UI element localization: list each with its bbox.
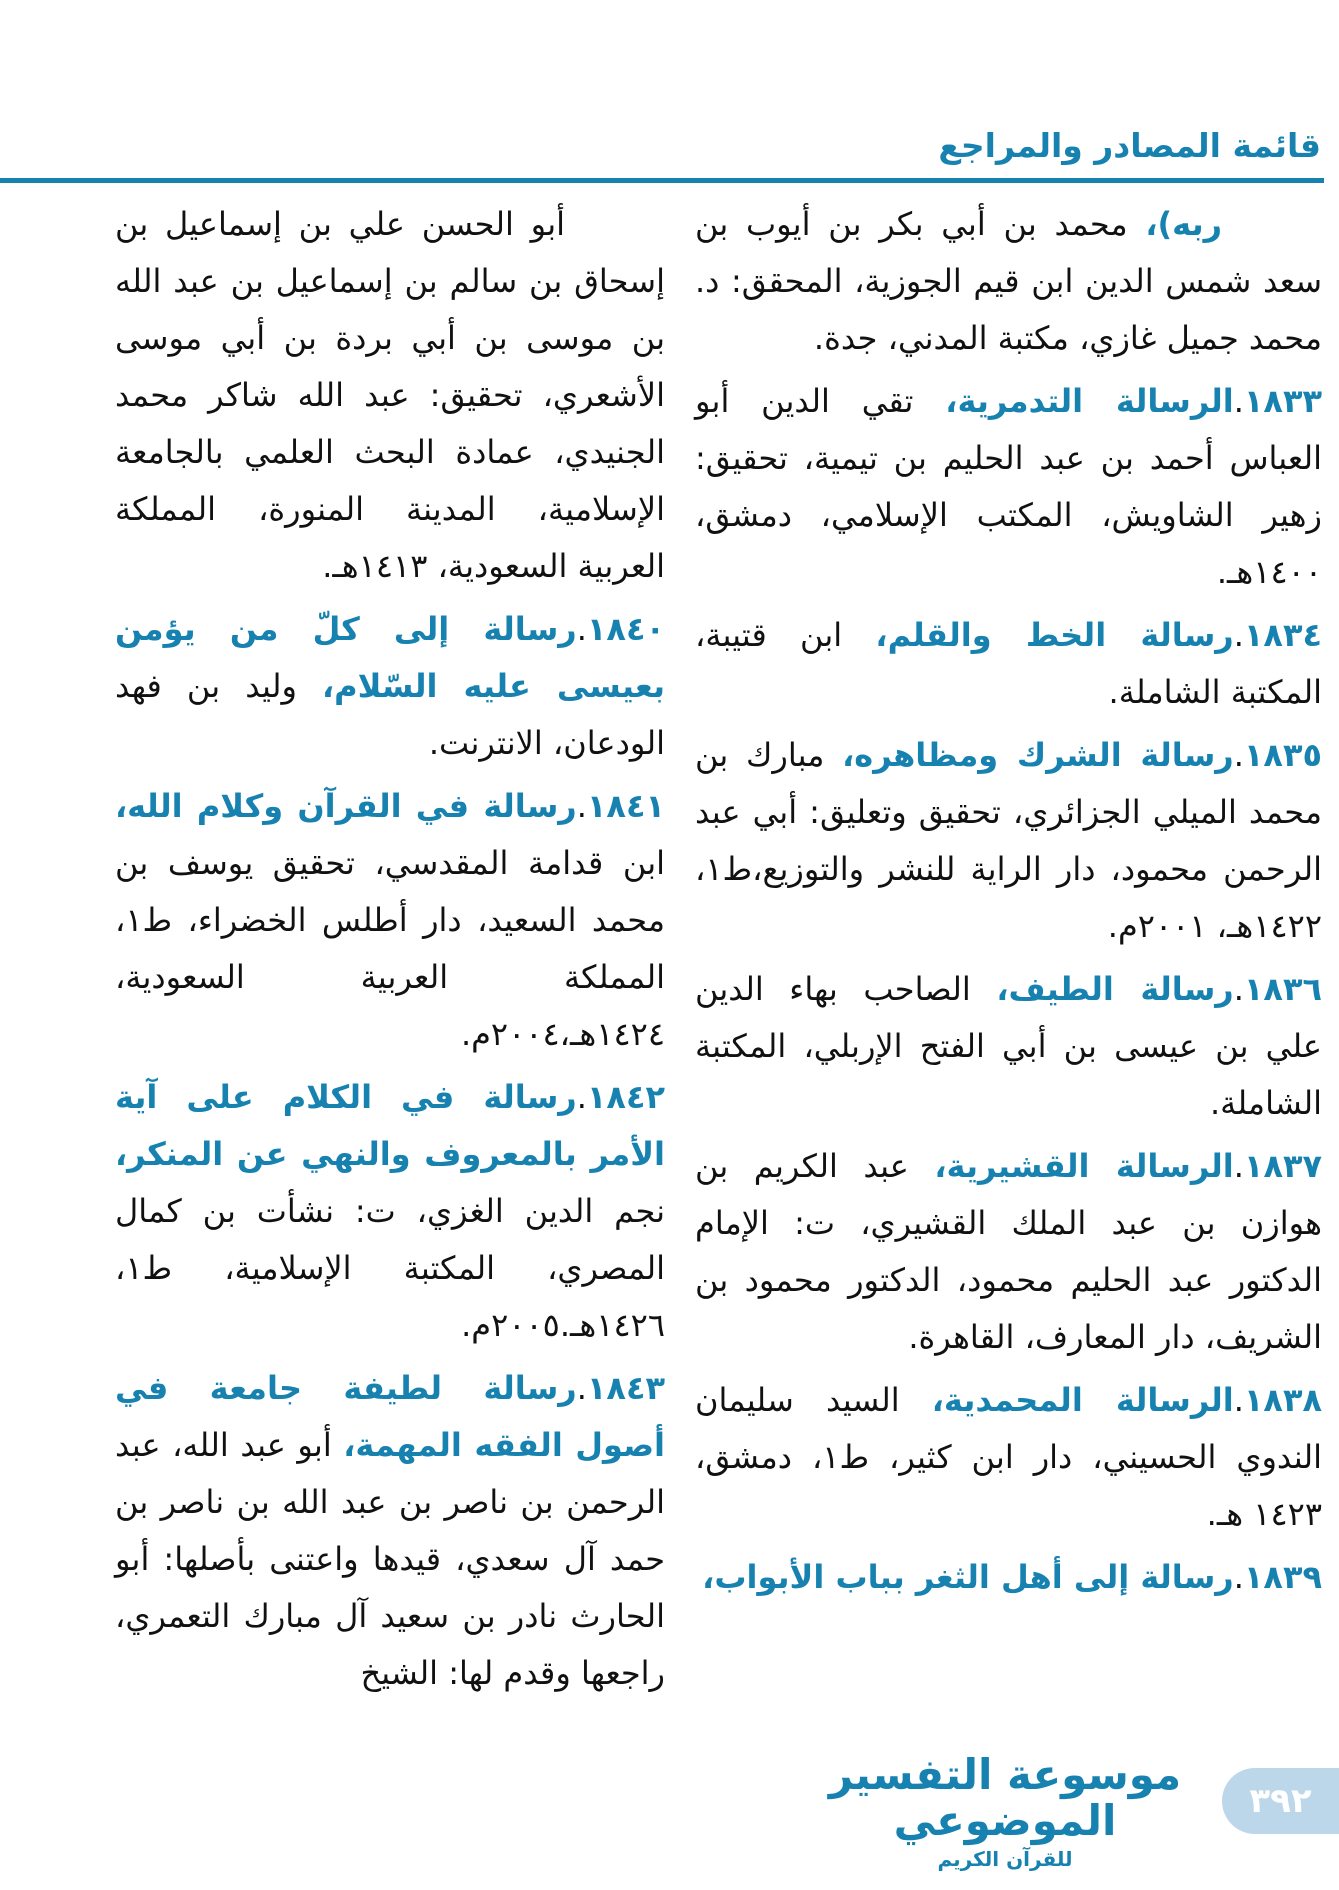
bibliography-entry <box>115 196 665 595</box>
entry-number-separator: . <box>1233 736 1244 774</box>
bibliography-entry <box>695 1138 1322 1366</box>
entry-number-separator: . <box>576 1369 587 1407</box>
entry-text: نجم الدين الغزي، ت: نشأت بن كمال المصري، المكتبة الإسلامية، ط١، ١٤٢٦هـ.٢٠٠٥م. <box>115 1192 665 1344</box>
entry-title: رسالة الشرك ومظاهره، <box>842 736 1234 774</box>
entry-number-separator: . <box>1233 1381 1244 1419</box>
entry-title: رسالة إلى كلّ من يؤمن بعيسى عليه السّلام، <box>115 610 666 705</box>
entry-number: ١٨٤١ <box>586 787 665 825</box>
entry-title: ربه)، <box>1145 205 1223 243</box>
bibliography-entry <box>695 1372 1322 1543</box>
entry-number: ١٨٤٠ <box>586 610 665 648</box>
entry-number: ١٨٣٣ <box>1243 382 1322 420</box>
entry-number: ١٨٣٦ <box>1243 970 1323 1008</box>
entry-number-separator: . <box>1233 1558 1244 1596</box>
entry-number: ١٨٣٩ <box>1243 1558 1322 1596</box>
entry-text: وليد بن فهد الودعان، الانترنت. <box>115 667 665 762</box>
bibliography-entry <box>695 373 1322 601</box>
entry-number-separator: . <box>576 787 587 825</box>
entry-number: ١٨٤٣ <box>586 1369 665 1407</box>
entry-text: تقي الدين أبو العباس أحمد بن عبد الحليم بن تيمية، تحقيق: زهير الشاويش، المكتب الإسلامي، دمشق، ١٤٠٠هـ. <box>695 382 1322 591</box>
entry-text: السيد سليمان الندوي الحسيني، دار ابن كثير، ط١، دمشق، ١٤٢٣ هـ. <box>695 1381 1322 1533</box>
entry-number-separator: . <box>576 1078 587 1116</box>
publisher-logo-title: موسوعة التفسير الموضوعي <box>828 1750 1182 1846</box>
column-right <box>695 196 1322 1708</box>
entry-number-separator: . <box>1233 616 1244 654</box>
entry-text: الصاحب بهاء الدين علي بن عيسى بن أبي الفتح الإربلي، المكتبة الشاملة. <box>695 970 1322 1122</box>
entry-text: ابن قدامة المقدسي، تحقيق يوسف بن محمد السعيد، دار أطلس الخضراء، ط١، المملكة العربية السعودية، ١٤٢٤هـ،٢٠٠٤م. <box>115 844 665 1053</box>
page-number: ٣٩٢ <box>1249 1781 1312 1821</box>
entry-number: ١٨٣٤ <box>1243 616 1322 654</box>
header-rule <box>0 178 1324 183</box>
entry-title: الرسالة المحمدية، <box>931 1381 1234 1419</box>
entry-number-separator: . <box>1233 382 1244 420</box>
entry-number-separator: . <box>1233 1147 1244 1185</box>
entry-text: أبو عبد الله، عبد الرحمن بن ناصر بن عبد الله بن ناصر بن حمد آل سعدي، قيدها واعتنى بأصلها: أبو الحارث نادر بن سعيد آل مبارك التعمري، راجعها وقدم لها: الشيخ <box>115 1426 665 1692</box>
column-left <box>115 196 665 1708</box>
entry-title: رسالة لطيفة جامعة في أصول الفقه المهمة، <box>115 1369 666 1464</box>
entry-number-separator: . <box>1233 970 1244 1008</box>
entry-number: ١٨٣٨ <box>1243 1381 1322 1419</box>
bibliography-entry <box>695 961 1322 1132</box>
entry-title: الرسالة القشيرية، <box>934 1147 1234 1185</box>
entry-title: رسالة الخط والقلم، <box>875 616 1234 654</box>
publisher-logo-subtitle: للقرآن الكريم <box>937 1847 1073 1872</box>
entry-title: رسالة إلى أهل الثغر بباب الأبواب، <box>702 1558 1234 1596</box>
bibliography-columns <box>115 196 1322 1708</box>
publisher-logo <box>770 1752 1240 1870</box>
entry-title: رسالة في القرآن وكلام الله، <box>115 787 577 825</box>
entry-number-separator: . <box>576 610 587 648</box>
entry-text: أبو الحسن علي بن إسماعيل بن إسحاق بن سالم بن إسماعيل بن عبد الله بن موسى بن أبي بردة بن أبي موسى الأشعري، تحقيق: عبد الله شاكر محمد الجنيدي، عمادة البحث العلمي بالجامعة الإسلامية، المدينة المنورة، المملكة العربية السعودية، ١٤١٣هـ. <box>115 205 665 585</box>
bibliography-entry <box>115 1360 665 1702</box>
entry-text: محمد بن أبي بكر بن أيوب بن سعد شمس الدين ابن قيم الجوزية، المحقق: د. محمد جميل غازي، مكتبة المدني، جدة. <box>695 205 1322 357</box>
bibliography-entry <box>695 1549 1322 1606</box>
entry-number: ١٨٣٥ <box>1243 736 1323 774</box>
entry-number: ١٨٤٢ <box>586 1078 665 1116</box>
entry-title: رسالة في الكلام على آية الأمر بالمعروف والنهي عن المنكر، <box>115 1078 665 1173</box>
page-number-badge <box>1222 1768 1339 1834</box>
entry-text: مبارك بن محمد الميلي الجزائري، تحقيق وتعليق: أبي عبد الرحمن محمود، دار الراية للنشر والتوزيع،ط١، ١٤٢٢هـ، ٢٠٠١م. <box>695 736 1322 945</box>
entry-title: رسالة الطيف، <box>996 970 1234 1008</box>
bibliography-entry <box>695 727 1322 955</box>
page-header-title: قائمة المصادر والمراجع <box>938 126 1321 165</box>
entry-number: ١٨٣٧ <box>1243 1147 1323 1185</box>
entry-title: الرسالة التدمرية، <box>945 382 1234 420</box>
bibliography-entry <box>115 778 665 1063</box>
entry-text: ابن قتيبة، المكتبة الشاملة. <box>695 616 1322 711</box>
bibliography-entry <box>115 1069 665 1354</box>
bibliography-entry <box>115 601 665 772</box>
entry-text: عبد الكريم بن هوازن بن عبد الملك القشيري، ت: الإمام الدكتور عبد الحليم محمود، الدكتور محمود بن الشريف، دار المعارف، القاهرة. <box>695 1147 1322 1356</box>
bibliography-entry <box>695 607 1322 721</box>
bibliography-entry <box>695 196 1322 367</box>
